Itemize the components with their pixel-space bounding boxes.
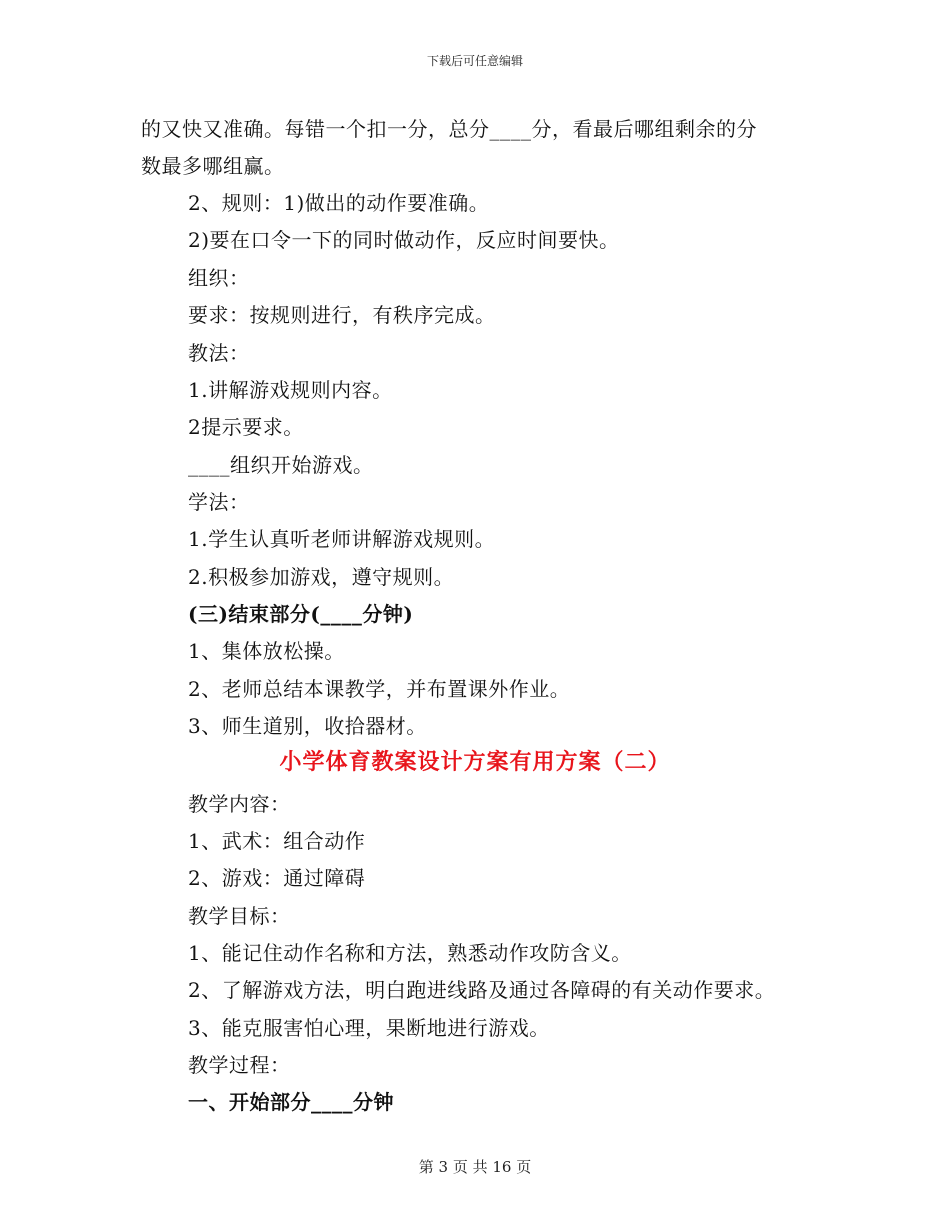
teaching-method-item: 1.讲解游戏规则内容。 xyxy=(188,378,393,402)
ending-item: 3、师生道别，收拾器材。 xyxy=(188,714,427,738)
organization-label: 组织： xyxy=(188,266,250,290)
section-heading: 一、开始部分____分钟 xyxy=(188,1090,394,1114)
section-title: 小学体育教案设计方案有用方案（二） xyxy=(279,749,671,775)
content-item: 2、游戏：通过障碍 xyxy=(188,866,366,890)
teaching-method-item: 2提示要求。 xyxy=(188,415,304,439)
objective-item: 3、能克服害怕心理，果断地进行游戏。 xyxy=(188,1016,550,1040)
page-footer: 第 3 页 共 16 页 xyxy=(418,1158,532,1176)
paragraph-line: 的又快又准确。每错一个扣一分，总分____分，看最后哪组剩余的分 xyxy=(141,117,757,141)
page-header: 下载后可任意编辑 xyxy=(426,54,523,68)
teaching-method-item: ____组织开始游戏。 xyxy=(188,453,374,477)
content-item: 1、武术：组合动作 xyxy=(188,829,366,853)
section-heading: (三)结束部分(____分钟) xyxy=(188,602,414,626)
rule-line: 2、规则：1)做出的动作要准确。 xyxy=(188,191,490,215)
objective-label: 教学目标： xyxy=(188,904,291,928)
objective-item: 2、了解游戏方法，明白跑进线路及通过各障碍的有关动作要求。 xyxy=(188,978,776,1002)
teaching-method-label: 教法： xyxy=(188,341,250,365)
learning-method-item: 2.积极参加游戏，遵守规则。 xyxy=(188,565,455,589)
learning-method-label: 学法： xyxy=(188,490,250,514)
paragraph-line: 数最多哪组赢。 xyxy=(141,154,285,178)
learning-method-item: 1.学生认真听老师讲解游戏规则。 xyxy=(188,527,496,551)
objective-item: 1、能记住动作名称和方法，熟悉动作攻防含义。 xyxy=(188,941,632,965)
content-label: 教学内容： xyxy=(188,792,291,816)
ending-item: 2、老师总结本课教学，并布置课外作业。 xyxy=(188,677,571,701)
requirement-line: 要求：按规则进行，有秩序完成。 xyxy=(188,303,496,327)
rule-line: 2)要在口令一下的同时做动作，反应时间要快。 xyxy=(188,228,620,252)
ending-item: 1、集体放松操。 xyxy=(188,639,345,663)
process-label: 教学过程： xyxy=(188,1053,291,1077)
